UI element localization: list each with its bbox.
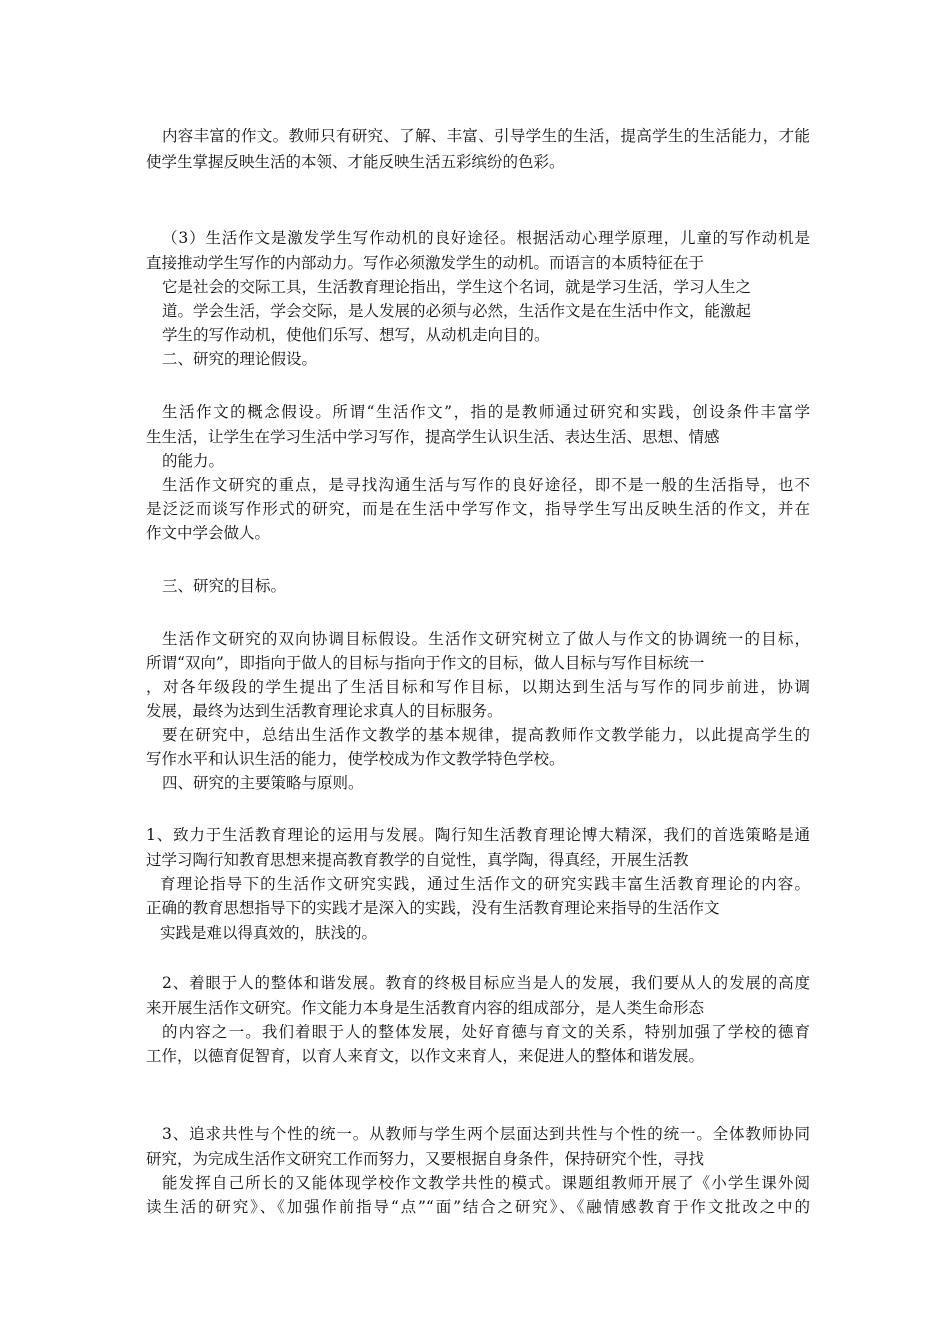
text-line: 实践是难以得真效的，肤浅的。 [160,924,378,942]
text-line: 的能力。 [162,452,225,470]
section-heading: 二、研究的理论假设。 [162,350,318,368]
text-line: 能发挥自己所长的又能体现学校作文教学共性的模式。课题组教师开展了《小学生课外阅 [162,1174,810,1192]
text-line: 工作，以德育促智育，以育人来育文，以作文来育人，来促进人的整体和谐发展。 [146,1047,705,1065]
text-line: ，对各年级段的学生提出了生活目标和写作目标，以期达到生活与写作的同步前进，协调 [146,678,810,696]
text-line: 生活作文的概念假设。所谓“生活作文”，指的是教师通过研究和实践，创设条件丰富学 [162,403,810,421]
text-line: 研究，为完成生活作文研究工作而努力，又要根据自身条件，保持研究个性，寻找 [146,1150,705,1168]
text-line: 道。学会生活，学会交际，是人发展的必须与必然，生活作文是在生活中作文，能激起 [162,302,752,320]
text-line: 写作水平和认识生活的能力，使学校成为作文教学特色学校。 [146,750,565,768]
text-line: 生活作文研究的双向协调目标假设。生活作文研究树立了做人与作文的协调统一的目标， [162,630,810,648]
text-line: 正确的教育思想指导下的实践才是深入的实践，没有生活教育理论来指导的生活作文 [146,899,720,917]
text-line: 直接推动学生写作的内部动力。写作必须激发学生的动机。而语言的本质特征在于 [146,254,705,272]
text-line: 它是社会的交际工具，生活教育理论指出，学生这个名词，就是学习生活，学习人生之 [162,278,752,296]
section-heading: 三、研究的目标。 [162,577,287,595]
text-line: 来开展生活作文研究。作文能力本身是生活教育内容的组成部分，是人类生命形态 [146,999,705,1017]
text-line: 2、着眼于人的整体和谐发展。教育的终极目标应当是人的发展，我们要从人的发展的高度 [162,974,810,992]
text-line: 所谓“双向”，即指向于做人的目标与指向于作文的目标，做人目标与写作目标统一 [146,654,705,672]
text-line: 育理论指导下的生活作文研究实践，通过生活作文的研究实践丰富生活教育理论的内容。 [160,875,810,893]
text-line: 3、追求共性与个性的统一。从教师与学生两个层面达到共性与个性的统一。全体教师协同 [162,1125,810,1143]
text-line: 作文中学会做人。 [146,524,271,542]
text-line: 过学习陶行知教育思想来提高教育教学的自觉性，真学陶，得真经，开展生活教 [146,851,689,869]
text-line: 生活作文研究的重点，是寻找沟通生活与写作的良好途径，即不是一般的生活指导，也不 [162,476,810,494]
text-line: 内容丰富的作文。教师只有研究、了解、丰富、引导学生的生活，提高学生的生活能力，才能 [162,127,810,145]
text-line: 1、致力于生活教育理论的运用与发展。陶行知生活教育理论博大精深，我们的首选策略是通 [146,826,810,844]
text-line: 是泛泛而谈写作形式的研究，而是在生活中学写作文，指导学生写出反映生活的作文，并在 [146,500,810,518]
text-line: 使学生掌握反映生活的本领、才能反映生活五彩缤纷的色彩。 [146,153,565,171]
text-line: （3）生活作文是激发学生写作动机的良好途径。根据活动心理学原理，儿童的写作动机是 [162,229,810,247]
text-line: 学生的写作动机，使他们乐写、想写，从动机走向目的。 [162,326,550,344]
text-line: 发展，最终为达到生活教育理论求真人的目标服务。 [146,702,503,720]
text-line: 的内容之一。我们着眼于人的整体发展，处好育德与育文的关系，特别加强了学校的德育 [162,1023,810,1041]
text-line: 生生活，让学生在学习生活中学习写作，提高学生认识生活、表达生活、思想、情感 [146,428,720,446]
section-heading: 四、研究的主要策略与原则。 [162,774,364,792]
text-line: 要在研究中，总结出生活作文教学的基本规律，提高教师作文教学能力，以此提高学生的 [162,726,810,744]
text-line: 读生活的研究》、《加强作前指导“点”“面”结合之研究》、《融情感教育于作文批改之中的 [146,1198,810,1216]
